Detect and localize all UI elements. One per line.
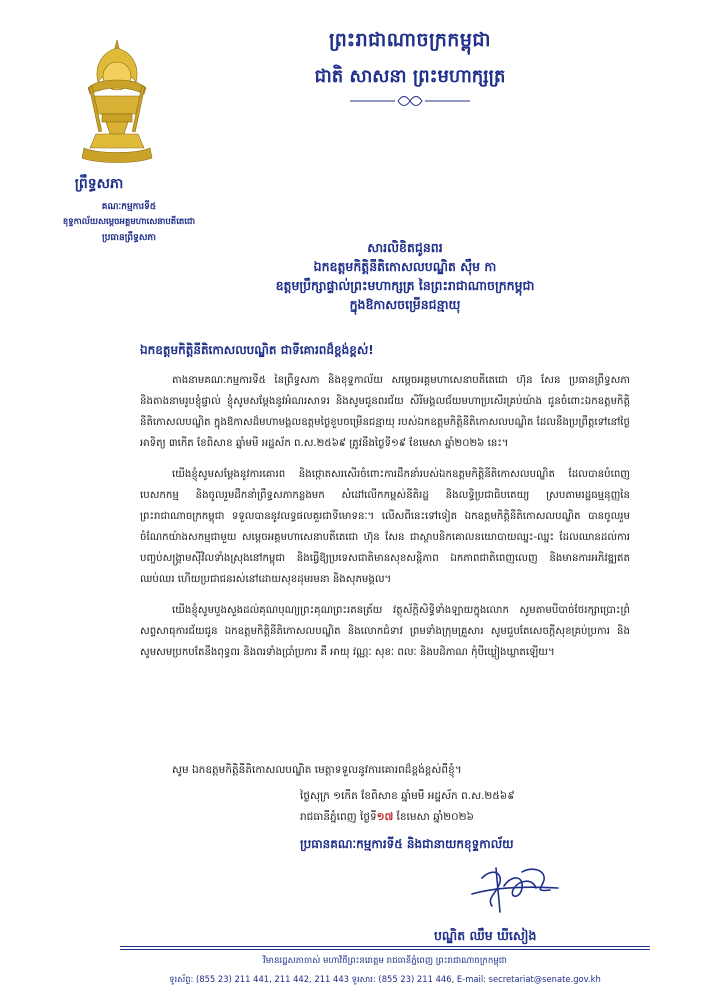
signatory-office: ប្រធានគណៈកម្មការទី៥ និងជានាយកខុទ្ទកាល័យ: [300, 837, 514, 851]
paragraph-1: តាងនាមគណៈកម្មការទី៥ នៃព្រឹទ្ធសភា និងខុទ្ទកាល័យ សម្តេចអគ្គមហាសេនាបតីតេជោ ហ៊ុន សែន ប្រធានព្រឹទ្ធសភា និងតាងនាមរូបខ្ញុំផ្ទាល់ ខ្ញុំសូមសម្តែងនូវអំណរសាទរ និងសូមជូនពរជ័យ សិរីមង្គលជ័យមហាប្រសើរគ្រប់យ៉ាង ជូនចំពោះឯកឧត្តមកិត្តិនីតិកោសលបណ្ឌិត ក្នុងឱកាសដ៏មហាមង្គលឧត្តមថ្ងៃខួបចម្រើនជន្មាយុ របស់ឯកឧត្តមកិត្តិនីតិកោសលបណ្ឌិត ដែលនឹងប្រព្រឹត្តទៅនៅថ្ងៃអាទិត្យ ៣កើត ខែពិសាខ ឆ្នាំមមី អដ្ឋស័ក ព.ស.២៥៦៩ ត្រូវនឹងថ្ងៃទី១៩ ខែមេសា ឆ្នាំ២០២៦ នេះ។: [140, 375, 630, 449]
paragraph-2: យើងខ្ញុំសូមសម្តែងនូវការគោរព និងថ្កោតសរសើរចំពោះការដឹកនាំរបស់ឯកឧត្តមកិត្តិនីតិកោសលបណ្ឌិត ដែលបានបំពេញបេសកកម្ម និងចូលរួមដឹកនាំព្រឹទ្ធសភាកន្លងមក សំដៅលើកកម្ពស់នីតិរដ្ឋ និងលទ្ធិប្រជាធិបតេយ្យ ស្របតាមរដ្ឋធម្មនុញ្ញនៃព្រះរាជាណាចក្រកម្ពុជា ទទួលបាននូវលទ្ធផលគួរជាទីមោទនៈ។ លើសពីនេះទៅទៀត ឯកឧត្តមកិត្តិនីតិកោសលបណ្ឌិត បានចូលរួមចំណែកយ៉ាងសកម្មជាមួយ សម្តេចអគ្គមហាសេនាបតីតេជោ ហ៊ុន សែន ជាស្ថាបនិកគោលនយោបាយឈ្នះ-ឈ្នះ ដែលឈានដល់ការបញ្ចប់សង្គ្រាមស៊ីវិលទាំងស្រុងនៅកម្ពុជា និងធ្វើឱ្យប្រទេសជាតិមានសុខសន្តិភាព ឯកភាពជាតិពេញលេញ និងមានការអភិវឌ្ឍឥតឈប់ឈរ ហើយប្រជាជនរស់នៅដោយសុខដុមរមនា និងសុភមង្គល។: [140, 469, 630, 585]
handwritten-signature-icon: [462, 858, 572, 918]
footer-divider: [120, 946, 650, 947]
paragraph-3: យើងខ្ញុំសូមបួងសួងដល់គុណបុណ្យព្រះគុណព្រះរតនត្រ័យ វត្ថុស័ក្តិសិទ្ធិទាំងឡាយក្នុងលោក សូមតាមបីបាច់ថែរក្សាប្រោះព្រំសព្ទសាធុការជ័យជូន ឯកឧត្តមកិត្តិនីតិកោសលបណ្ឌិត និងលោកជំទាវ ព្រមទាំងក្រុមគ្រួសារ សូមជួបតែសេចក្តីសុខគ្រប់ប្រការ និងសូមសមប្រកបតែនឹងពុទ្ធពរ និងពរទាំងប្រាំប្រការ គឺ អាយុ វណ្ណៈ សុខៈ ពលៈ និងបដិភាណ កុំបីឃ្លៀងឃ្លាតឡើយ។: [140, 605, 630, 658]
senate-block: [34, 174, 224, 245]
solar-date: [300, 807, 640, 828]
lunar-date: ថ្ងៃសុក្រ ១កើត ខែពិសាខ ឆ្នាំមមី អដ្ឋស័ក ព.ស.២៥៦៩: [300, 790, 515, 802]
solar-date-suffix: ខែមេសា ឆ្នាំ២០២៦: [393, 811, 474, 823]
footer-address: វិមានរដ្ឋសភាចាស់ មហាវិថីព្រះនរោត្តម រាជធានីភ្នំពេញ ព្រះរាជាណាចក្រកម្ពុជា: [263, 956, 507, 966]
ornament-divider-icon: [350, 95, 470, 107]
president-title: ប្រធានព្រឹទ្ធសភា: [102, 233, 156, 243]
title-line-2: ឯកឧត្តមកិត្តិនីតិកោសលបណ្ឌិត ស៊ឹម កា: [313, 259, 497, 274]
cabinet-name: ខុទ្ទកាល័យសម្តេចអគ្គមហាសេនាបតីតេជោ: [62, 217, 196, 227]
footer-divider-thin: [120, 949, 650, 950]
date-block: [300, 786, 640, 828]
senate-name: ព្រឹទ្ធសភា: [74, 176, 124, 192]
senate-emblem-icon: [74, 36, 160, 168]
salutation: ឯកឧត្តមកិត្តិនីតិកោសលបណ្ឌិត ជាទីគោរពដ៏ខ្ពង់ខ្ពស់!: [140, 343, 374, 357]
letter-body: [140, 370, 630, 673]
commission-name: គណៈកម្មការទី៥: [101, 202, 157, 212]
national-motto: ជាតិ សាសនា ព្រះមហាក្សត្រ: [314, 66, 506, 87]
letter-title: [190, 238, 620, 314]
solar-date-prefix: រាជធានីភ្នំពេញ ថ្ងៃទី: [300, 811, 377, 823]
kingdom-name: ព្រះរាជាណាចក្រកម្ពុជា: [329, 29, 491, 51]
kingdom-header: [200, 28, 620, 111]
title-line-3: ឧត្តមប្រឹក្សាផ្ទាល់ព្រះមហាក្សត្រ នៃព្រះរាជាណាចក្រកម្ពុជា: [275, 278, 535, 293]
footer-contact[interactable]: ទូរស័ព្ទ: (855 23) 211 441, 211 442, 211 443 ទូរសារ: (855 23) 211 446, E-mail: secretariat@senate.gov.kh: [169, 974, 601, 984]
title-line-1: សារលិខិតជូនពរ: [367, 240, 443, 255]
solar-date-day: ១៧: [376, 811, 394, 823]
title-line-4: ក្នុងឱកាសចម្រើនជន្មាយុ: [349, 297, 461, 312]
closing-line: សូម ឯកឧត្តមកិត្តិនីតិកោសលបណ្ឌិត មេត្តាទទួលនូវការគោរពដ៏ខ្ពង់ខ្ពស់ពីខ្ញុំ។: [172, 764, 462, 776]
signatory-name: បណ្ឌិត ឈឹម ឃីសៀង: [434, 928, 537, 943]
